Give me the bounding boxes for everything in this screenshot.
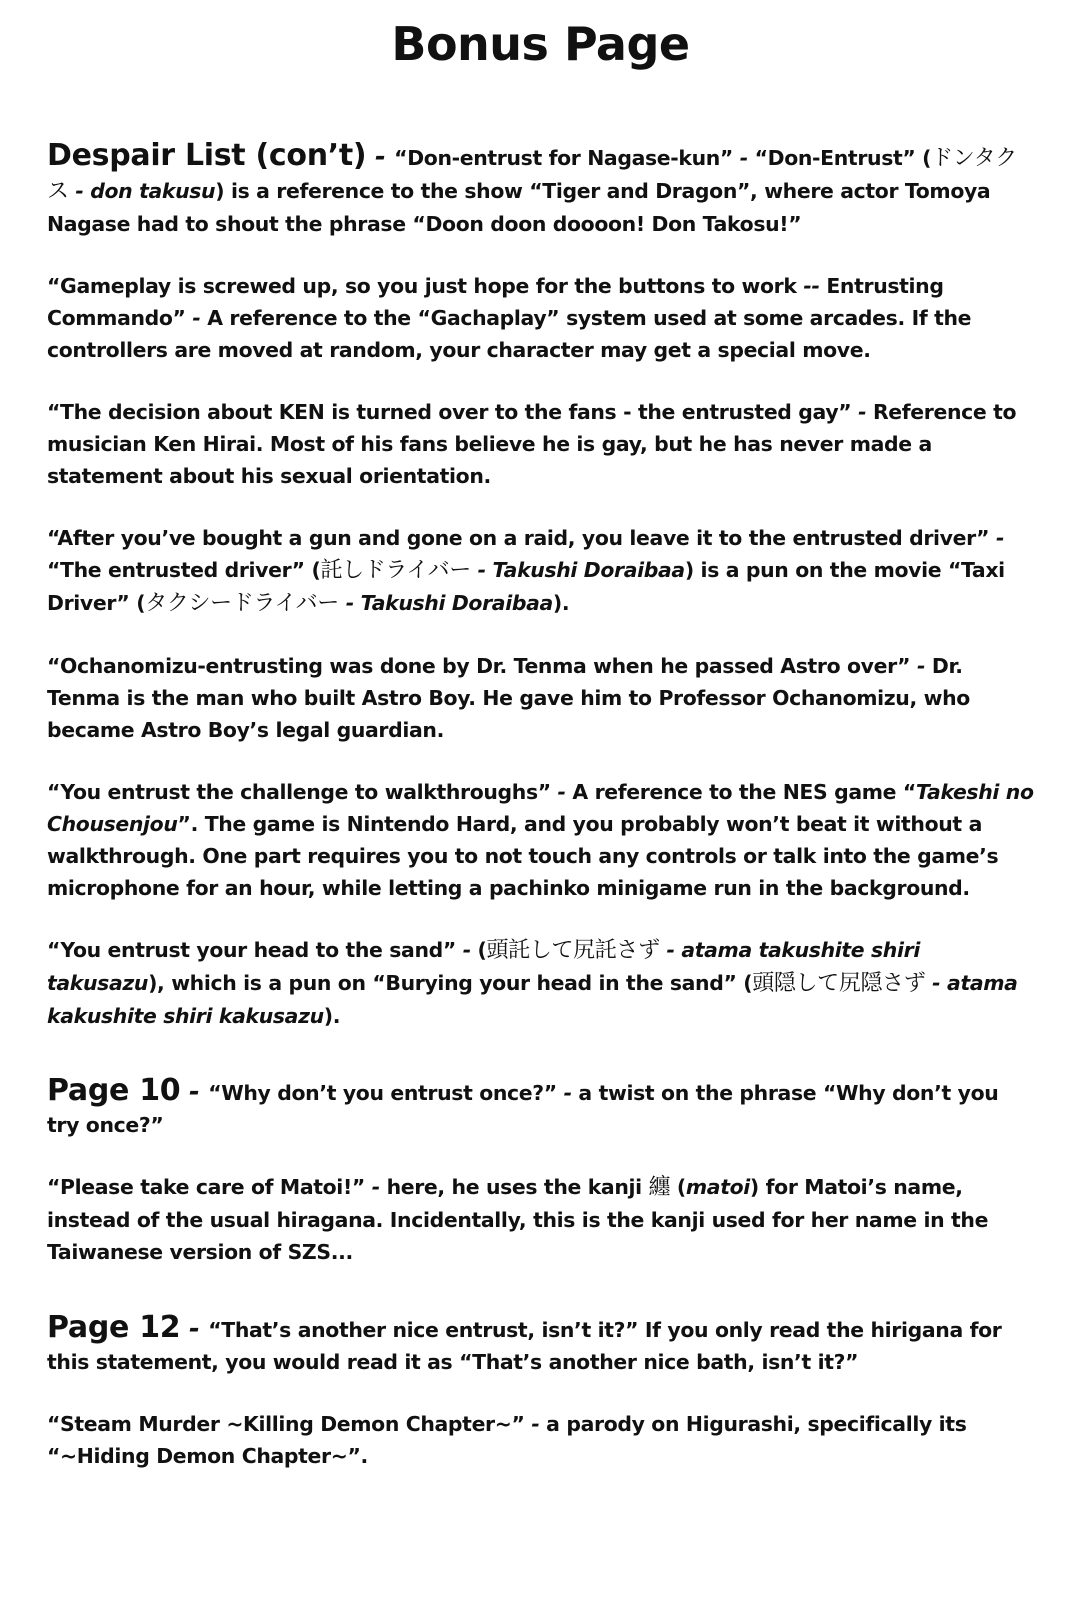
japanese-text: ドンタクス xyxy=(47,146,1017,204)
text-segment: - xyxy=(563,1081,572,1105)
text-segment: “You entrust your head to the sand” xyxy=(47,938,463,962)
section-heading: Page 12 xyxy=(47,1310,181,1345)
text-segment: - atama takushite shiri takusazu xyxy=(47,938,920,995)
text-segment: “Steam Murder ~Killing Demon Chapter~” xyxy=(47,1412,532,1436)
text-segment: A reference to the NES game “ xyxy=(565,780,916,804)
text-segment: - atama kakushite shiri kakusazu xyxy=(47,971,1018,1028)
japanese-text: 頭託して尻託さず xyxy=(486,938,660,963)
text-segment: “The decision about KEN is turned over to the fans - the entrusted gay” xyxy=(47,400,859,424)
section-page-10 xyxy=(47,1075,1037,1268)
heading-dash: - xyxy=(366,142,395,172)
heading-dash: - xyxy=(180,1077,209,1107)
paragraph xyxy=(47,270,1037,366)
section-despair-list xyxy=(47,140,1037,1032)
text-segment: - xyxy=(557,780,566,804)
text-segment: matoi xyxy=(685,1175,750,1199)
text-segment: ( xyxy=(470,938,487,962)
paragraph xyxy=(47,776,1037,904)
text-segment: ) is a reference to the show “Tiger and Dragon”, where actor Tomoya Nagase had to shout the phrase “Doon doon doooon! Don Takosu!” xyxy=(47,179,991,236)
section-page-12 xyxy=(47,1312,1037,1472)
page-title: Bonus Page xyxy=(391,17,690,71)
text-segment: “Please take care of Matoi!” xyxy=(47,1175,372,1199)
text-segment: “The entrusted driver” ( xyxy=(47,558,321,582)
section-heading: Page 10 xyxy=(47,1073,181,1108)
text-segment: - don takusu xyxy=(68,179,216,203)
japanese-text: タクシードライバー xyxy=(145,591,339,616)
text-segment: ). xyxy=(552,591,570,615)
text-segment: “You entrust the challenge to walkthroughs” xyxy=(47,780,558,804)
text-segment: - Takushi Doraibaa xyxy=(470,558,685,582)
text-segment: “Don-Entrust” ( xyxy=(754,146,932,170)
heading-dash: - xyxy=(180,1314,209,1344)
paragraph xyxy=(47,522,1037,620)
paragraph xyxy=(47,1312,1037,1378)
text-segment: - xyxy=(917,654,926,678)
paragraph xyxy=(47,140,1037,240)
text-segment: - xyxy=(858,400,867,424)
text-segment: a twist on the phrase “Why don’t you try once?” xyxy=(47,1081,999,1137)
text-segment: Entrusting Commando” xyxy=(47,274,944,330)
text-segment: a parody on Higurashi, specifically its “~Hiding Demon Chapter~”. xyxy=(47,1412,967,1468)
paragraph xyxy=(47,396,1037,492)
text-segment: - xyxy=(371,1175,380,1199)
text-segment: Takeshi no Chousenjou xyxy=(47,780,1034,836)
text-segment: ) for Matoi’s name, instead of the usual hiragana. Incidentally, this is the kanji used for her name in the Taiwanese version of SZS... xyxy=(47,1175,989,1264)
text-segment: here, he uses the kanji xyxy=(379,1175,649,1199)
text-segment: - Takushi Doraibaa xyxy=(338,591,553,615)
text-segment: - xyxy=(995,526,1005,550)
text-segment: - xyxy=(732,146,755,170)
text-segment: ), which is a pun on “Burying your head in the sand” ( xyxy=(148,971,753,995)
text-segment: ( xyxy=(670,1175,686,1199)
text-segment: ). xyxy=(323,1004,341,1028)
text-segment: “Why don’t you entrust once?” xyxy=(208,1081,564,1105)
text-segment: “Don-entrust for Nagase-kun” xyxy=(394,146,733,170)
text-segment: “After you’ve bought a gun and gone on a raid, you leave it to the entrusted driver” xyxy=(47,526,996,550)
text-segment: A reference to the “Gachaplay” system used at some arcades. If the controllers are moved at random, your character may get a special move. xyxy=(47,306,972,362)
paragraph xyxy=(47,1408,1037,1472)
japanese-text: 纏 xyxy=(648,1175,671,1200)
text-segment: Reference to musician Ken Hirai. Most of his fans believe he is gay, but he has never made a statement about his sexual orientation. xyxy=(47,400,1017,488)
text-segment: ) is a pun on the movie “Taxi Driver” ( xyxy=(47,558,1005,615)
text-segment: - xyxy=(192,306,201,330)
paragraph xyxy=(47,934,1037,1032)
japanese-text: 託しドライバー xyxy=(320,558,471,583)
text-segment: - xyxy=(531,1412,540,1436)
text-segment: “That’s another nice entrust, isn’t it?” If you only read the hirigana for this statement, you would read it as “That’s another nice bath, isn’t it?” xyxy=(47,1318,1002,1374)
text-segment: Dr. Tenma is the man who built Astro Boy. He gave him to Professor Ochanomizu, who became Astro Boy’s legal guardian. xyxy=(47,654,970,742)
section-heading: Despair List (con’t) xyxy=(47,138,367,173)
paragraph xyxy=(47,1075,1037,1141)
text-segment: “Ochanomizu-entrusting was done by Dr. Tenma when he passed Astro over” xyxy=(47,654,917,678)
japanese-text: 頭隠して尻隠さず xyxy=(752,971,926,996)
text-segment: ”. The game is Nintendo Hard, and you probably won’t beat it without a walkthrough. One part requires you to not touch any controls or talk into the game’s microphone for an hour, while letting a pachinko minigame run in the background. xyxy=(47,812,999,900)
paragraph xyxy=(47,1171,1037,1268)
text-segment: -- xyxy=(803,274,820,298)
paragraph xyxy=(47,650,1037,746)
text-segment: “Gameplay is screwed up, so you just hope for the buttons to work xyxy=(47,274,804,298)
text-segment: - xyxy=(462,938,471,962)
